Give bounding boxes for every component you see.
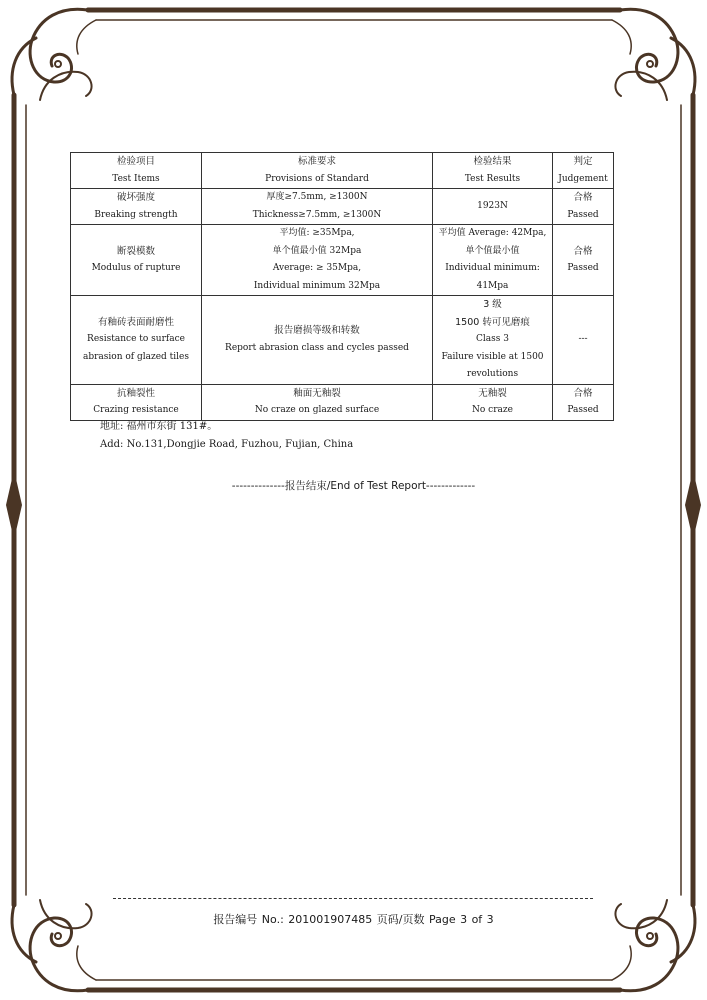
result-cell: 平均值 Average: 42Mpa, 单个值最小值 Individual minimum: 41Mpa [433,225,553,296]
judgement-cell: 合格 Passed [553,384,614,420]
header-test-items: 检验项目 Test Items [71,153,202,189]
address-chinese: 地址: 福州市东街 131#。 [100,421,218,432]
standard-cell: 报告磨损等级和转数 Report abrasion class and cycles passed [202,296,433,385]
table-header-row [71,153,614,189]
item-cell: 有釉砖表面耐磨性 Resistance to surface abrasion of glazed tiles [71,296,202,385]
item-cell: 破坏强度 Breaking strength [71,189,202,225]
judgement-cell: 合格 Passed [553,189,614,225]
standard-cell: 平均值: ≥35Mpa, 单个值最小值 32Mpa Average: ≥ 35Mpa, Individual minimum 32Mpa [202,225,433,296]
standard-cell: 釉面无釉裂 No craze on glazed surface [202,384,433,420]
item-cell: 抗釉裂性 Crazing resistance [71,384,202,420]
standard-cell: 厚度≥7.5mm, ≥1300N Thickness≥7.5mm, ≥1300N [202,189,433,225]
judgement-cell: --- [553,296,614,385]
test-results-table [70,152,614,421]
page-footer: 报告编号 No.: 201001907485 页码/页数 Page 3 of 3 [213,913,494,926]
result-cell: 3 级 1500 转可见磨痕 Class 3 Failure visible at 1500 revolutions [433,296,553,385]
address-english: Add: No.131,Dongjie Road, Fuzhou, Fujian, China [100,439,354,450]
table-row [71,225,614,296]
footer-divider [113,898,593,899]
header-judgement: 判定 Judgement [553,153,614,189]
item-cell: 断裂模数 Modulus of rupture [71,225,202,296]
end-of-report-line: --------------报告结束/End of Test Report------------- [231,480,476,492]
judgement-cell: 合格 Passed [553,225,614,296]
table-row [71,189,614,225]
result-cell: 无釉裂 No craze [433,384,553,420]
header-results: 检验结果 Test Results [433,153,553,189]
table-row [71,296,614,385]
header-provisions: 标准要求 Provisions of Standard [202,153,433,189]
result-cell: 1923N [433,189,553,225]
table-row [71,384,614,420]
